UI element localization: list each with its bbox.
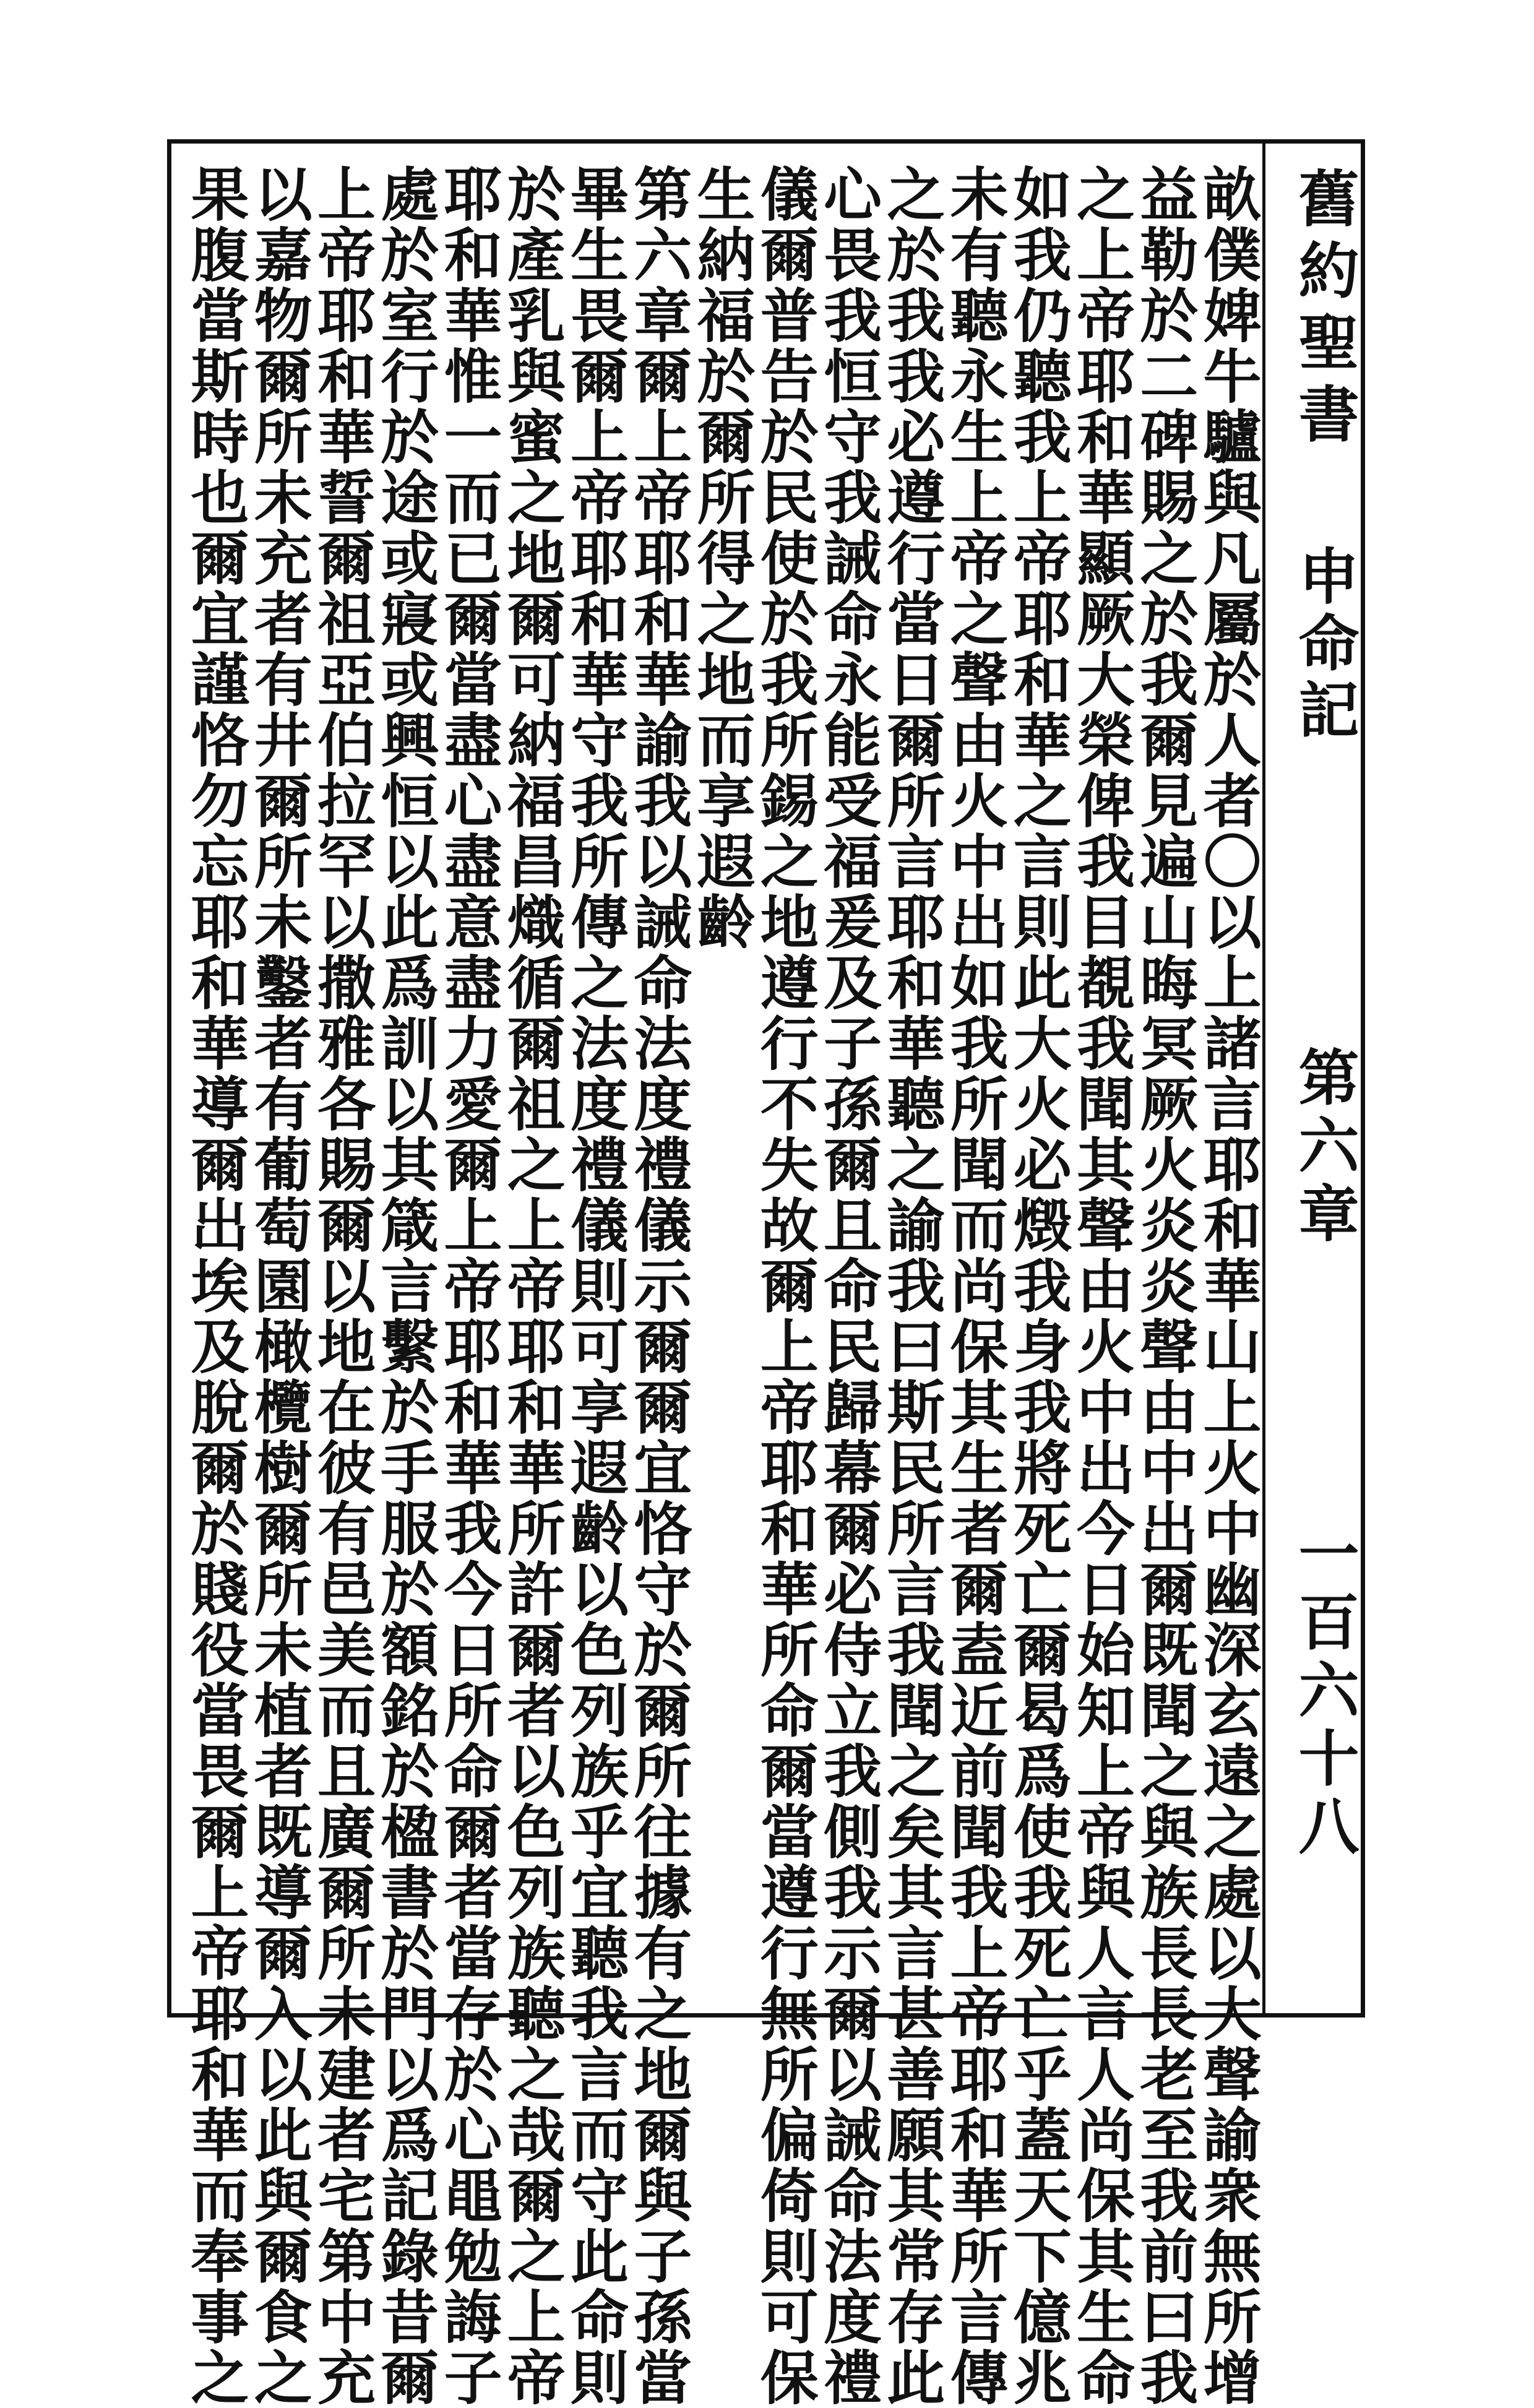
text-column: 處於室行於途或寢或興恒以此爲訓以其箴言繫於手服於額銘於楹書於門以爲記錄昔爾: [370, 164, 439, 2408]
body-text: [181, 164, 1261, 2408]
page-number: 一百六十八: [1288, 1522, 1359, 1863]
text-column: 如我仍聽我上帝耶和華之言則此大火必燬我身我將死亡爾曷爲使我死亡乎蓋天下億兆: [1003, 164, 1072, 2408]
text-column: 之上帝耶和華顯厥大榮俾我目覩我聞其聲由火中出今日始知上帝與人言人尚保其生命: [1066, 164, 1135, 2408]
text-column: 耶和華惟一而已爾當盡心盡意盡力愛爾上帝耶和華我今日所命爾者當存於心黽勉誨子: [434, 164, 502, 2408]
text-column: 心畏我恒守我誡命永能受福爰及子孫爾且命民歸幕爾必侍立我側我示爾以誡命法度禮: [813, 164, 882, 2408]
section-title: 申命記: [1288, 545, 1359, 745]
chapter-label: 第六章: [1288, 1046, 1359, 1250]
text-column: 果腹當斯時也爾宜謹恪勿忘耶和華導爾出埃及脫爾於賤役當畏爾上帝耶和華而奉事之: [181, 164, 249, 2408]
page-header: [1267, 149, 1360, 2005]
text-column: 畝僕婢牛驢與凡屬於人者〇以上諸言耶和華山上火中幽深玄遠之處以大聲諭衆無所增: [1193, 164, 1261, 2408]
text-column: 益勒於二碑賜之於我爾見遍山晦冥厥火炎炎聲由中出爾既聞之與族長長老至我前曰我: [1129, 164, 1198, 2408]
text-column: 第六章爾上帝耶和華諭我以誡命法度禮儀示爾爾宜恪守於爾所往據有之地爾與子孫當: [623, 164, 692, 2408]
book-title: 舊約聖書: [1288, 167, 1359, 454]
text-column: 未有聽永生上帝之聲由火中出如我所聞而尚保其生者爾盍近前聞我上帝耶和華所言傳: [940, 164, 1008, 2408]
text-column: 之於我我必遵行當日爾所言耶和華聽之諭我曰斯民所言我聞之矣其言甚善願其常存此: [876, 164, 945, 2408]
text-column: 儀爾普告於民使於我所錫之地遵行不失故爾上帝耶和華所命爾當遵行無所偏倚則可保: [750, 164, 819, 2408]
text-column: 生納福於爾所得之地而享遐齡: [687, 164, 755, 952]
text-column: 以嘉物爾所未充者有井爾所未鑿者有葡萄園橄欖樹爾所未植者既導爾入以此與爾食之: [244, 164, 312, 2408]
text-column: 上帝耶和華誓爾祖亞伯拉罕以撒雅各賜爾以地在彼有邑美而且廣爾所未建者宅第中充: [307, 164, 376, 2408]
text-column: 於產乳與蜜之地爾可納福昌熾循爾祖之上帝耶和華所許爾者以色列族聽之哉爾之上帝: [497, 164, 566, 2408]
header-divider-rule: [1262, 139, 1265, 2017]
text-column: 畢生畏爾上帝耶和華守我所傳之法度禮儀則可享遐齡以色列族乎宜聽我言而守此命則: [560, 164, 629, 2408]
